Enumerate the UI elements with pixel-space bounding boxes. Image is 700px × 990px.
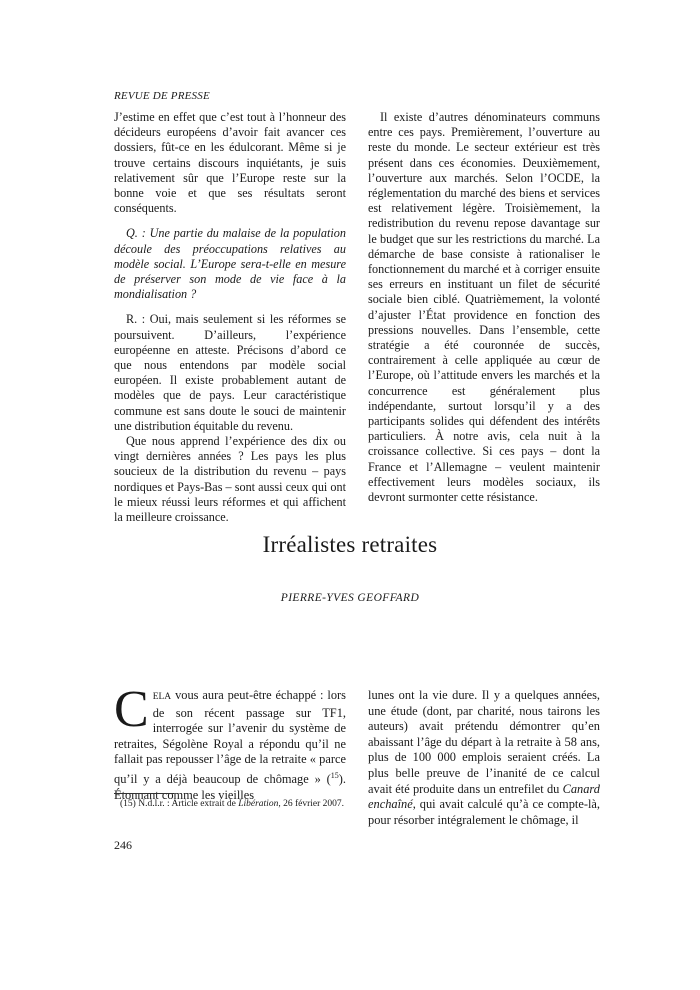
article-paragraph — [368, 688, 600, 828]
paragraph: J’estime en effet que c’est tout à l’honneur des décideurs européens d’avoir fait avancer ces dossiers, fût-ce en les édulcorant. Même si je trouve certains discours inquiétants, je suis relativement sûr que l’Europe reste sur la bonne voie et que ses résultats seront conséquents. — [114, 110, 346, 216]
small-caps-text: ELA — [152, 692, 172, 702]
article-column-right — [368, 688, 600, 828]
interview-column-right — [368, 110, 600, 515]
interview-question: Q. : Une partie du malaise de la population découle des préoccupations relatives au modèle social. L’Europe sera-t-elle en mesure de préserver son mode de vie face à la mondialisation ? — [114, 226, 346, 302]
article-text: lunes ont la vie dure. Il y a quelques années, une étude (dont, par charité, nous tairons les auteurs) avait prétendu démontrer qu’en abaissant l’âge du départ à la retraite à 58 ans, plus de 100 000 emplois seraient créés. La plus belle preuve de l’inanité de ce calcul avait été produite dans un entrefilet du — [368, 688, 600, 796]
article-author: PIERRE-YVES GEOFFARD — [280, 592, 420, 604]
article-title: Irréalistes retraites — [262, 532, 438, 557]
footnote — [120, 799, 344, 809]
article-italic-text: Canard enchaîné — [368, 781, 600, 812]
running-head: REVUE DE PRESSE — [114, 90, 210, 102]
footnote-prefix: (15) N.d.l.r. : Article extrait de — [120, 799, 239, 809]
article-text: vous aura peut-être échappé : lors de son récent passage sur TF1, interrogée sur l’avenir du système de retraites, Ségolène Royal a répondu qu’il ne fallait pas repousser l’âge de la retraite « parce qu’il y a déjà beaucoup de chômage » ( — [114, 688, 346, 787]
interview-column-left — [114, 110, 346, 535]
paragraph: Que nous apprend l’expérience des dix ou vingt dernières années ? Les pays les plus soucieux de la distribution du revenu – pays nordiques et Pays-Bas – sont aussi ceux qui ont le mieux réussi leurs réformes et qui affichent la meilleure croissance. — [114, 434, 346, 525]
footnote-reference: 15 — [330, 770, 339, 780]
footnote-suffix: , 26 février 2007. — [278, 799, 345, 809]
paragraph: Il existe d’autres dénominateurs communs entre ces pays. Premièrement, l’ouverture au reste du monde. Le secteur extérieur est très présent dans ces économies. Deuxièmement, l’ouverture aux marchés. Selon l’OCDE, la réglementation du marché des biens et services est relativement légère. Troisièmement, la redistribution du revenu repose davantage sur le budget que sur les restrictions du marché. La démarche de base consiste à rationaliser le fonctionnement du marché et à corriger ensuite ses erreurs en instituant un filet de sécurité sociale bien ciblé. Quatrièmement, la volonté d’ajuster l’État providence en fonction des pressions nouvelles. Dans l’ensemble, cette stratégie a été couronnée de succès, contrairement à celle appliquée au cœur de l’Europe, où l’attitude envers les marchés et la concurrence est généralement plus indépendante, surtout lorsqu’il y a des participants solides qui défendent des intérêts particuliers. À notre avis, cela nuit à la croissance collective. Si ces pays – dont la France et l’Allemagne – veulent maintenir effectivement leurs modèles sociaux, ils devront surmonter cette résistance. — [368, 110, 600, 505]
article-lead-paragraph — [114, 681, 346, 803]
article-column-left — [114, 681, 346, 803]
article-text: ). Étonnant comme les vieilles — [114, 772, 346, 802]
page-number: 246 — [114, 838, 132, 852]
article-text: , qui avait calculé qu’à ce compte-là, pour résorber intégralement le chômage, il — [368, 797, 600, 827]
footnote-divider — [114, 793, 174, 794]
drop-cap: C — [114, 681, 149, 738]
footnote-source: Libération — [238, 799, 279, 809]
interview-answer: R. : Oui, mais seulement si les réformes se poursuivent. D’ailleurs, l’expérience européenne en atteste. Précisons d’abord ce que nous entendons par modèle social européen. Il existe probablement autant de modèles que de pays. Leur caractéristique commune est sans doute le souci de maintenir une distribution équitable du revenu. — [114, 312, 346, 433]
